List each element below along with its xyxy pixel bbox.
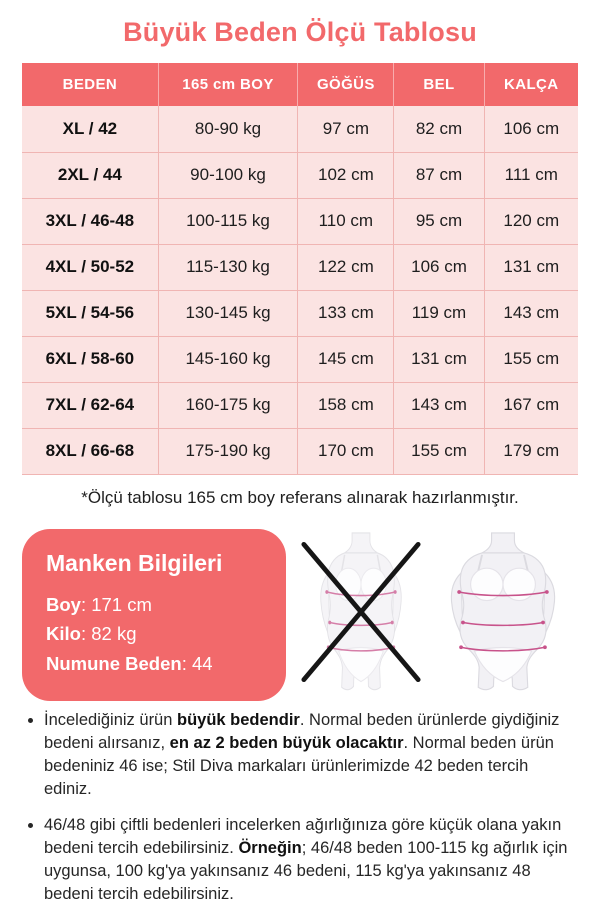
- table-header-cell: GÖĞÜS: [298, 63, 394, 106]
- table-header-cell: KALÇA: [484, 63, 578, 106]
- notes-list: [44, 709, 574, 906]
- measure-cell: 110 cm: [298, 198, 394, 244]
- table-row: [22, 382, 578, 428]
- size-table: [22, 63, 578, 475]
- model-info-title: Manken Bilgileri: [46, 549, 223, 576]
- measure-cell: 97 cm: [298, 106, 394, 152]
- measure-cell: 120 cm: [484, 198, 578, 244]
- note-item: • İncelediğiniz ürün büyük bedendir. Normal beden ürünlerde giydiğiniz bedeni alırsanız, en az 2 beden büyük olacaktır. Normal beden ürün bedeniniz 46 ise; Stil Diva markaları ürünlerimizde 42 beden tercih ediniz.: [44, 709, 574, 801]
- note-item: • 46/48 gibi çiftli bedenleri incelerken ağırlığınıza göre küçük olana yakın bedeni tercih edebilirsiniz. Örneğin; 46/48 beden 100-115 kg ağırlık için uygunsa, 100 kg'ya yakınsanız 46 bedeni, 115 kg'ya yakınsanız 48 bedeni tercih edebilirsiniz.: [44, 814, 574, 906]
- measure-cell: 175-190 kg: [158, 428, 298, 474]
- measure-cell: 160-175 kg: [158, 382, 298, 428]
- model-info-card: [22, 529, 286, 702]
- size-cell: 6XL / 58-60: [22, 336, 158, 382]
- measure-cell: 145-160 kg: [158, 336, 298, 382]
- crossed-out-slim-body-figure-icon: [293, 531, 429, 693]
- measure-cell: 130-145 kg: [158, 290, 298, 336]
- table-row: [22, 198, 578, 244]
- measure-cell: 167 cm: [484, 382, 578, 428]
- table-header-cell: 165 cm BOY: [158, 63, 298, 106]
- table-row: [22, 336, 578, 382]
- measure-cell: 80-90 kg: [158, 106, 298, 152]
- table-row: [22, 290, 578, 336]
- table-header-row: [22, 63, 578, 106]
- measure-cell: 87 cm: [394, 152, 484, 198]
- size-cell: 7XL / 62-64: [22, 382, 158, 428]
- page-title: Büyük Beden Ölçü Tablosu: [123, 17, 477, 47]
- measure-cell: 143 cm: [484, 290, 578, 336]
- measure-cell: 95 cm: [394, 198, 484, 244]
- measure-cell: 106 cm: [394, 244, 484, 290]
- measure-cell: 131 cm: [484, 244, 578, 290]
- measure-cell: 82 cm: [394, 106, 484, 152]
- measure-cell: 106 cm: [484, 106, 578, 152]
- model-info-field: Boy: 171 cm: [46, 593, 152, 615]
- model-info-section: [22, 529, 578, 702]
- figure-illustrations: [286, 529, 578, 693]
- size-cell: 3XL / 46-48: [22, 198, 158, 244]
- measure-cell: 155 cm: [394, 428, 484, 474]
- model-info-fields: [46, 590, 262, 680]
- table-body: [22, 106, 578, 474]
- size-cell: 2XL / 44: [22, 152, 158, 198]
- table-row: [22, 152, 578, 198]
- size-cell: 5XL / 54-56: [22, 290, 158, 336]
- table-row: [22, 106, 578, 152]
- measure-cell: 170 cm: [298, 428, 394, 474]
- plus-size-body-measurements-figure-icon: [435, 531, 571, 693]
- size-cell: 8XL / 66-68: [22, 428, 158, 474]
- measure-cell: 133 cm: [298, 290, 394, 336]
- table-footnote: *Ölçü tablosu 165 cm boy referans alınarak hazırlanmıştır.: [81, 487, 519, 507]
- measure-cell: 145 cm: [298, 336, 394, 382]
- measure-cell: 155 cm: [484, 336, 578, 382]
- size-cell: 4XL / 50-52: [22, 244, 158, 290]
- measure-cell: 143 cm: [394, 382, 484, 428]
- table-row: [22, 244, 578, 290]
- measure-cell: 90-100 kg: [158, 152, 298, 198]
- table-header-cell: BEL: [394, 63, 484, 106]
- measure-cell: 115-130 kg: [158, 244, 298, 290]
- measure-cell: 179 cm: [484, 428, 578, 474]
- model-info-field: Numune Beden: 44: [46, 653, 213, 675]
- table-header-cell: BEDEN: [22, 63, 158, 106]
- measure-cell: 111 cm: [484, 152, 578, 198]
- measure-cell: 102 cm: [298, 152, 394, 198]
- measure-cell: 158 cm: [298, 382, 394, 428]
- measure-cell: 119 cm: [394, 290, 484, 336]
- table-row: [22, 428, 578, 474]
- model-info-field: Kilo: 82 kg: [46, 623, 137, 645]
- measure-cell: 122 cm: [298, 244, 394, 290]
- size-cell: XL / 42: [22, 106, 158, 152]
- measure-cell: 131 cm: [394, 336, 484, 382]
- measure-cell: 100-115 kg: [158, 198, 298, 244]
